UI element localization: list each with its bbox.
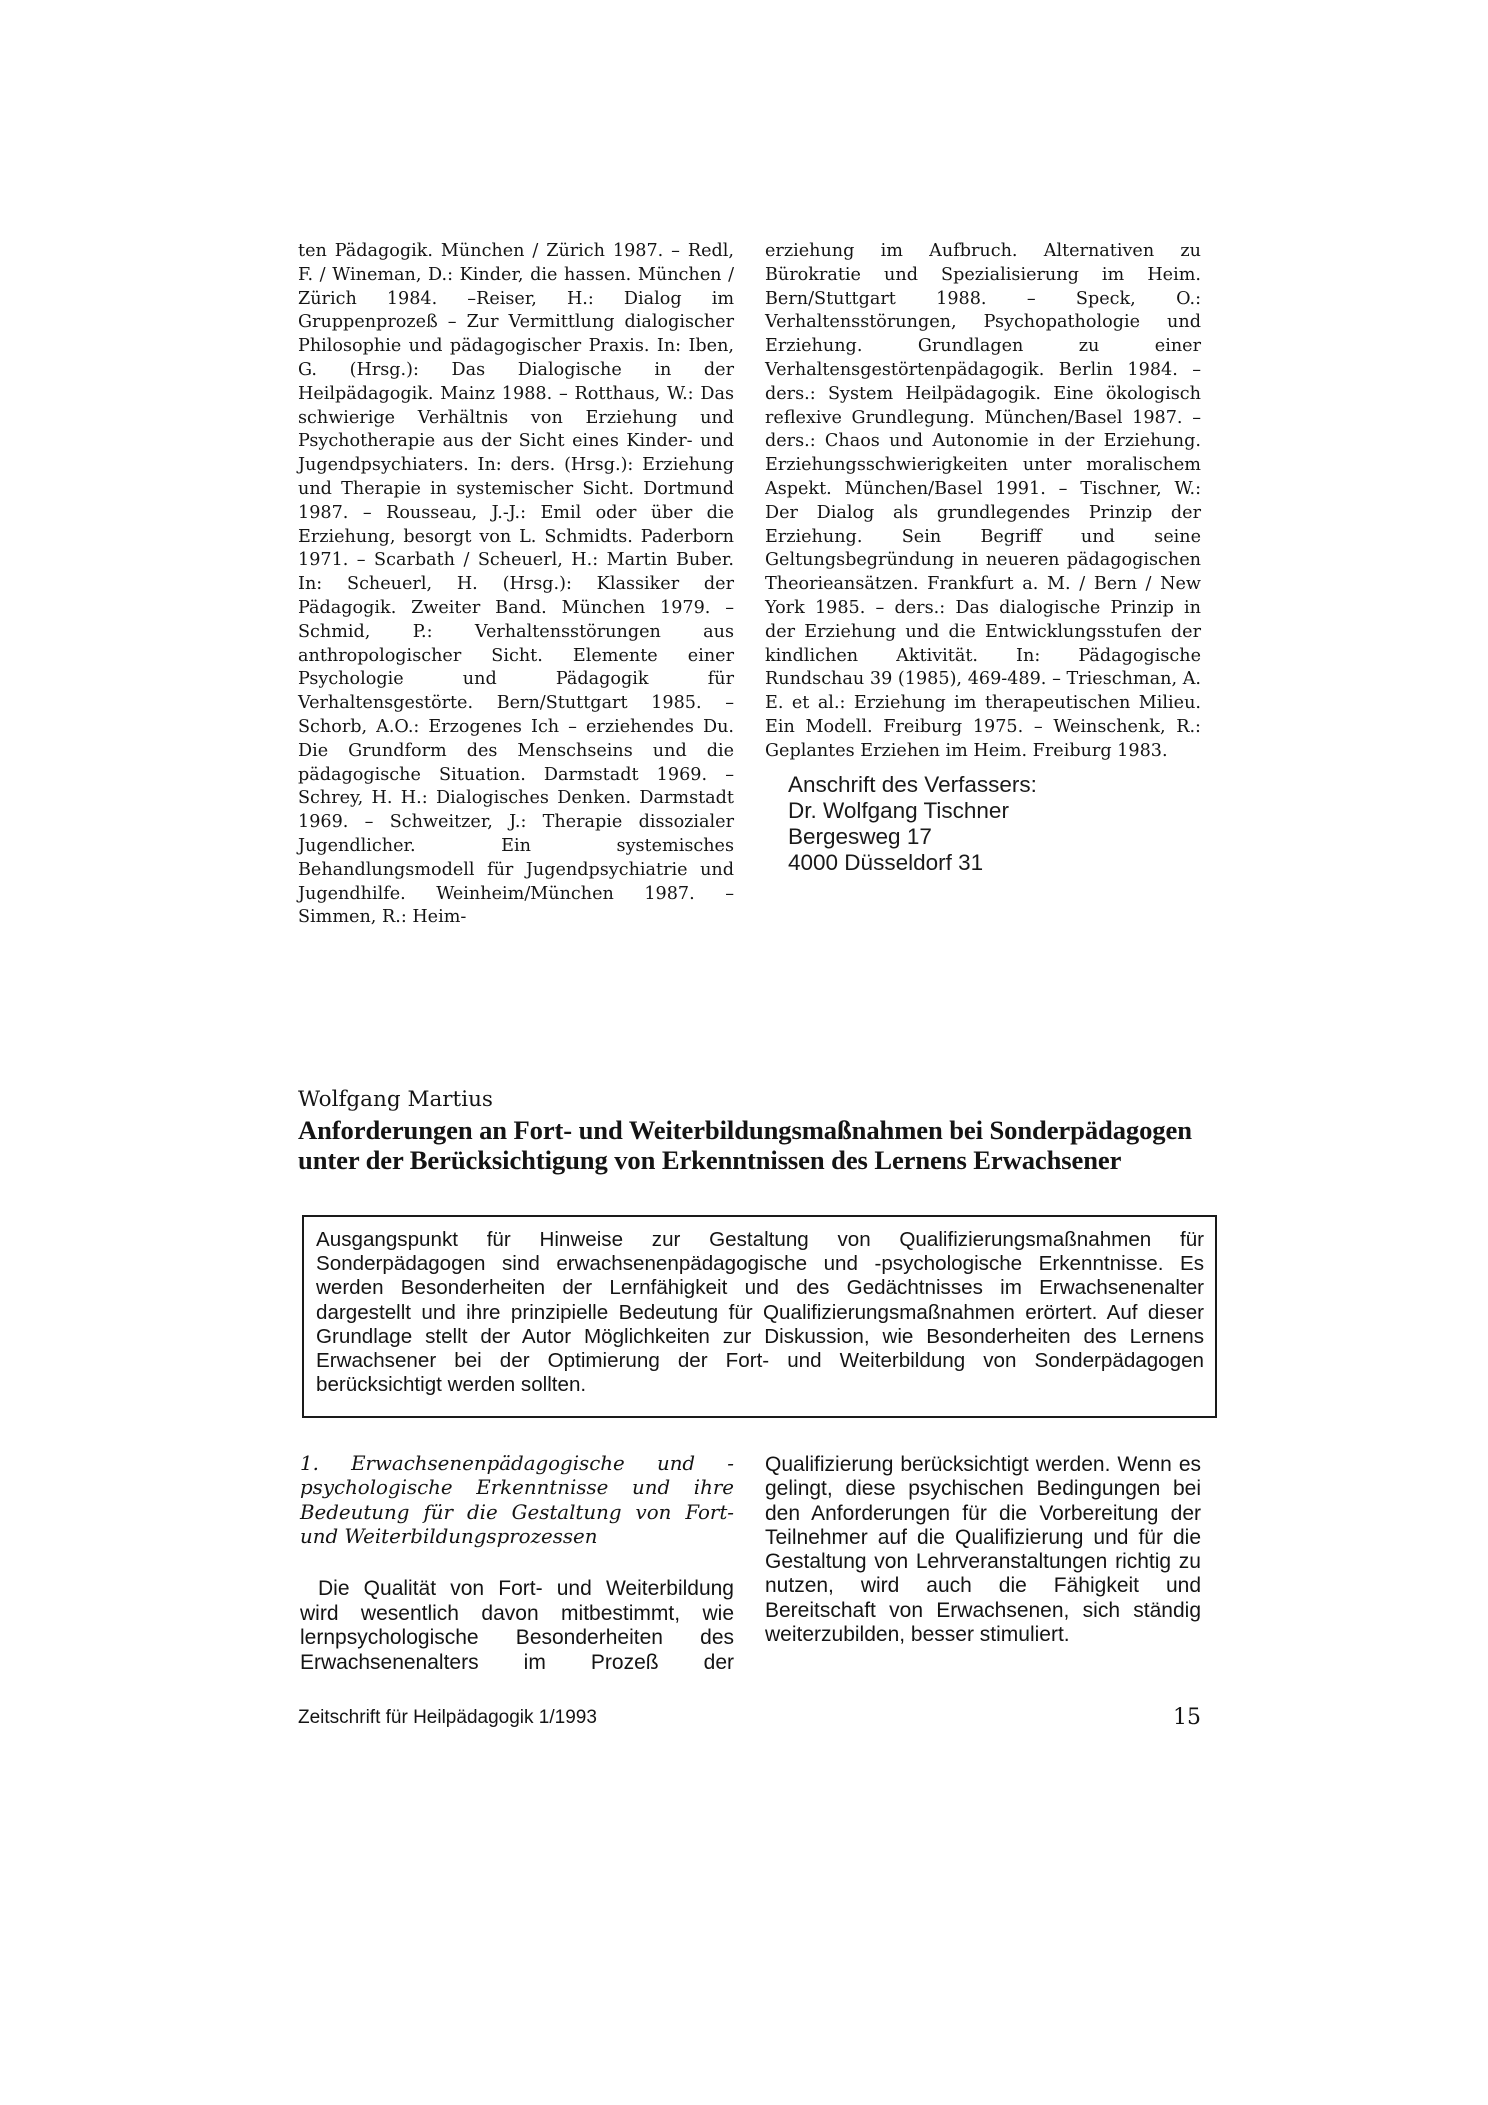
article-author: Wolfgang Martius <box>298 1087 493 1112</box>
article-title: Anforderungen an Fort- und Weiterbildungsmaßnahmen bei Sonderpädagogen unter der Berücksichtigung von Erkenntnissen des Lernens Erwachsener <box>298 1115 1192 1175</box>
references-text-left: ten Pädagogik. München / Zürich 1987. – Redl, F. / Wineman, D.: Kinder, die hassen. München / Zürich 1984. –Reiser, H.: Dialog im Gruppenprozeß – Zur Vermittlung dialogischer Philosophie und pädagogischer Praxis. In: Iben, G. (Hrsg.): Das Dialogische in der Heilpädagogik. Mainz 1988. – Rotthaus, W.: Das schwierige Verhältnis von Erziehung und Psychotherapie aus der Sicht eines Kinder- und Jugendpsychiaters. In: ders. (Hrsg.): Erziehung und Therapie in systemischer Sicht. Dortmund 1987. – Rousseau, J.-J.: Emil oder über die Erziehung, besorgt von L. Schmidts. Paderborn 1971. – Scarbath / Scheuerl, H.: Martin Buber. In: Scheuerl, H. (Hrsg.): Klassiker der Pädagogik. Zweiter Band. München 1979. – Schmid, P.: Verhaltensstörungen aus anthropologischer Sicht. Elemente einer Psychologie und Pädagogik für Verhaltensgestörte. Bern/Stuttgart 1985. – Schorb, A.O.: Erzogenes Ich – erziehendes Du. Die Grundform des Menschseins und die pädagogische Situation. Darmstadt 1969. – Schrey, H. H.: Dialogisches Denken. Darmstadt 1969. – Schweitzer, J.: Therapie dissozialer Jugendlicher. Ein systemisches Behandlungsmodell für Jugendpsychiatrie und Jugendhilfe. Weinheim/München 1987. – Simmen, R.: Heim- <box>298 241 734 928</box>
references-text-right: erziehung im Aufbruch. Alternativen zu Bürokratie und Spezialisierung im Heim. Bern/Stuttgart 1988. – Speck, O.: Verhaltensstörungen, Psychopathologie und Erziehung. Grundlagen zu einer Verhaltensgestörtenpädagogik. Berlin 1984. – ders.: System Heilpädagogik. Eine ökologisch reflexive Grundlegung. München/Basel 1987. – ders.: Chaos und Autonomie in der Erziehung. Erziehungsschwierigkeiten unter moralischem Aspekt. München/Basel 1991. – Tischner, W.: Der Dialog als grundlegendes Prinzip der Erziehung. Sein Begriff und seine Geltungsbegründung in neueren pädagogischen Theorieansätzen. Frankfurt a. M. / Bern / New York 1985. – ders.: Das dialogische Prinzip in der Erziehung und die Entwicklungsstufen der kindlichen Aktivität. In: Pädagogische Rundschau 39 (1985), 469-489. – Trieschman, A. E. et al.: Erziehung im therapeutischen Milieu. Ein Modell. Freiburg 1975. – Weinschenk, R.: Geplantes Erziehen im Heim. Freiburg 1983. <box>765 241 1201 761</box>
abstract-text: Ausgangspunkt für Hinweise zur Gestaltung von Qualifizierungsmaßnahmen für Sonderpädagogen sind erwachsenenpädagogische und -psychologische Erkenntnisse. Es werden Besonderheiten der Lernfähigkeit und des Gedächtnisses im Erwachsenenalter dargestellt und ihre prinzipielle Bedeutung für Qualifizierungsmaßnahmen erörtert. Auf dieser Grundlage stellt der Autor Möglichkeiten zur Diskussion, wie Besonderheiten des Lernens Erwachsener bei der Optimierung der Fort- und Weiterbildung von Sonderpädagogen berücksichtigt werden sollten. <box>316 1228 1204 1397</box>
references-column-right <box>765 240 1201 764</box>
section-heading: 1. Erwachsenenpädagogische und -psychologische Erkenntnisse und ihre Bedeutung für die Gestaltung von Fort- und Weiterbildungsprozessen <box>300 1452 734 1548</box>
page-number: 15 <box>1173 1705 1201 1730</box>
body-text-right: Qualifizierung berücksichtigt werden. Wenn es gelingt, diese psychischen Bedingungen bei den Anforderungen für die Vorbereitung der Teilnehmer auf die Qualifizierung und für die Gestaltung von Lehrveranstaltungen richtig zu nutzen, wird auch die Fähigkeit und Bereitschaft von Erwachsenen, sich ständig weiterzubilden, besser stimuliert. <box>765 1453 1201 1647</box>
address-name: Dr. Wolfgang Tischner <box>788 798 1009 823</box>
body-text-left: Die Qualität von Fort- und Weiterbildung wird wesentlich davon mitbestimmt, wie lernpsychologische Besonderheiten des Erwachsenenalters im Prozeß der <box>300 1577 734 1674</box>
footer-journal: Zeitschrift für Heilpädagogik 1/1993 <box>298 1707 597 1728</box>
address-street: Bergesweg 17 <box>788 824 932 849</box>
address-heading: Anschrift des Verfassers: <box>788 772 1037 797</box>
address-city: 4000 Düsseldorf 31 <box>788 850 984 875</box>
references-column-left <box>298 240 734 930</box>
abstract-box <box>302 1215 1217 1418</box>
author-address <box>788 772 1188 876</box>
